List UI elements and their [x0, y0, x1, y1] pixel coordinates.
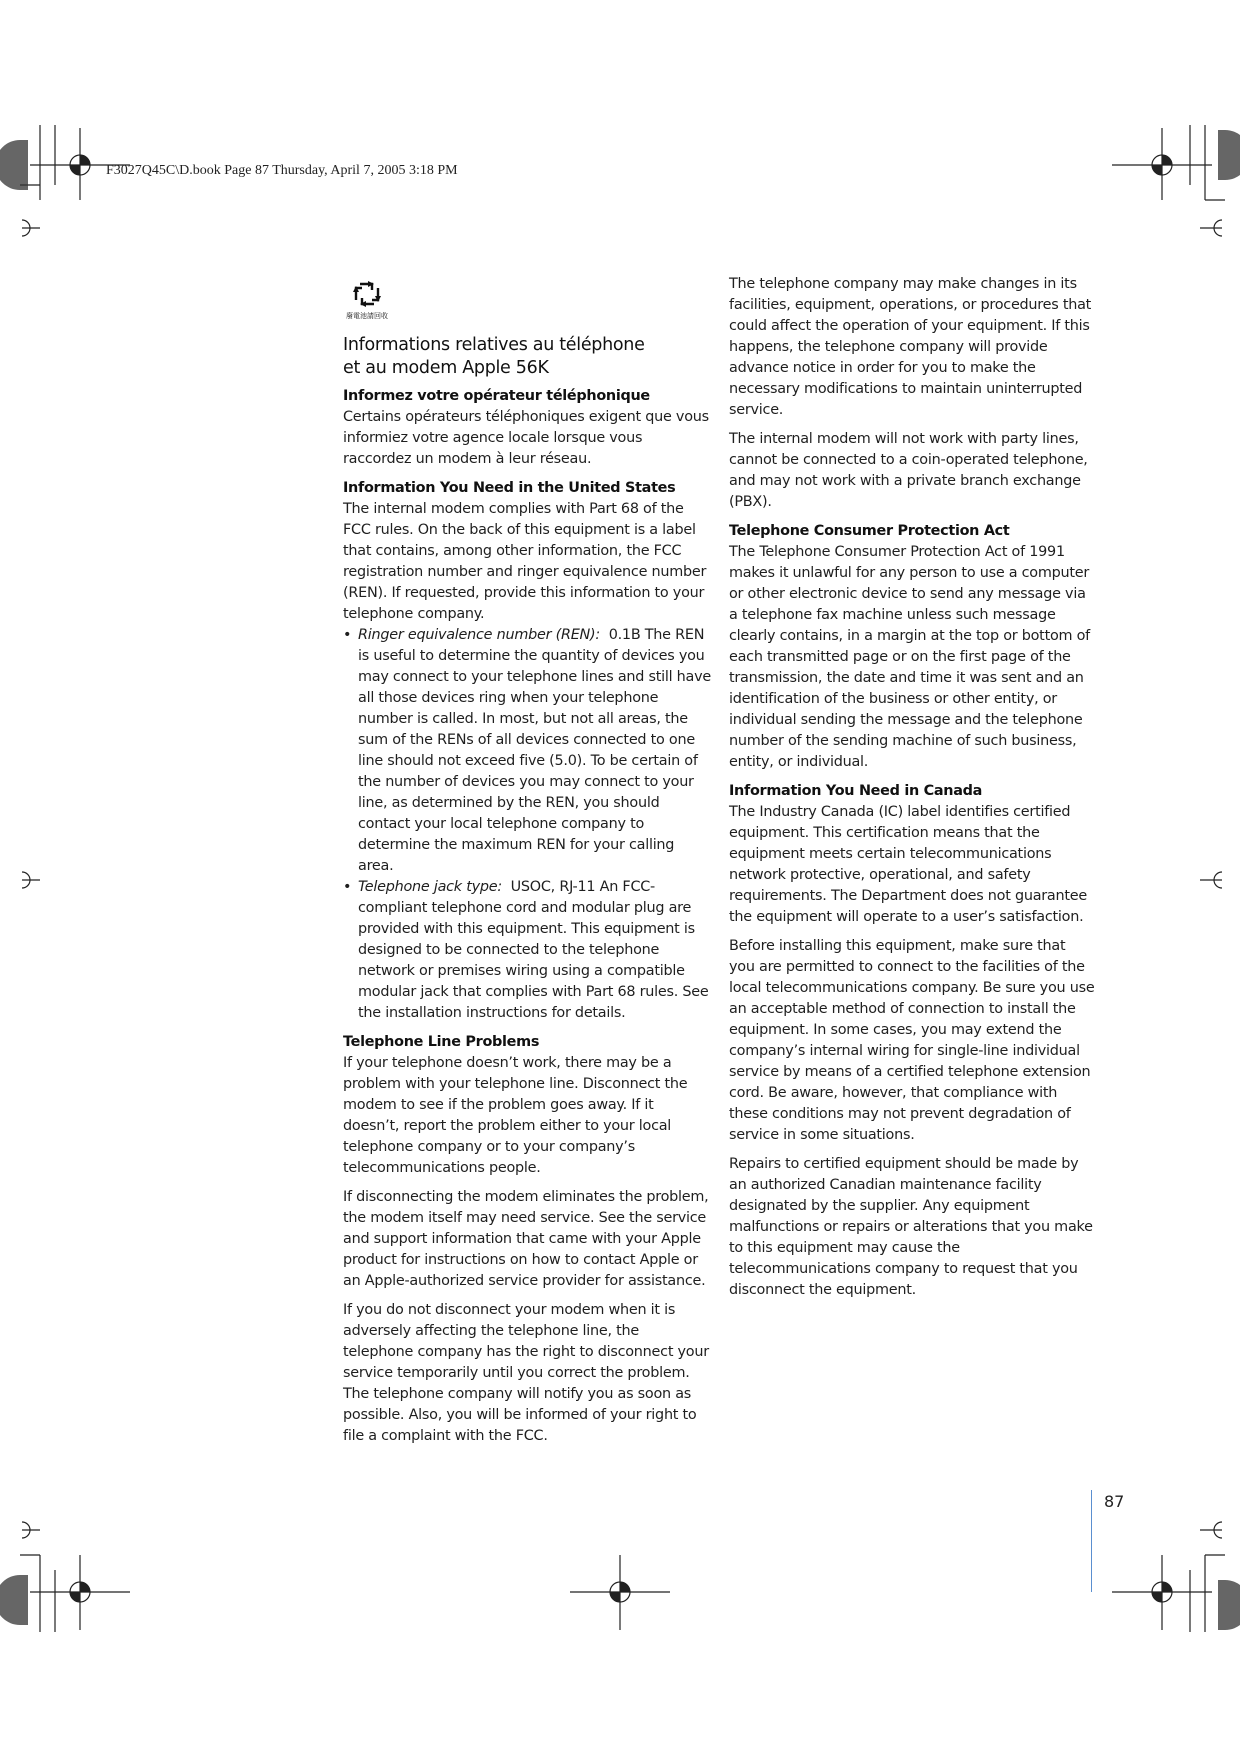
- paragraph-line-problems-3: If you do not disconnect your modem when it is adversely affecting the telephone line, the telephone company has the right to disconnect your service temporarily until you correct the problem. The telephone company will notify you as soon as possible. Also, you will be informed of your right to file a complaint with the FCC.: [343, 1302, 709, 1444]
- paragraph-canada-1: The Industry Canada (IC) label identifies certified equipment. This certification means that the equipment meets certain telecommunications network protective, operational, and safety requirements. The Department does not guarantee the equipment will operate to a user’s satisfaction.: [729, 804, 1087, 925]
- heading-line-problems: Telephone Line Problems: [343, 1034, 540, 1050]
- heading-us-information: Information You Need in the United States: [343, 480, 676, 496]
- bullet-icon: •: [343, 627, 352, 643]
- section-title: [343, 334, 711, 380]
- paragraph-line-problems-2: If disconnecting the modem eliminates the problem, the modem itself may need service. See the service and support information that came with your Apple product for instructions on how to contact Apple or an Apple-authorized service provider for assistance.: [343, 1189, 709, 1289]
- bullet-label: Ringer equivalence number (REN):: [358, 627, 601, 643]
- side-mark-right-bottom: [1200, 1522, 1222, 1538]
- paragraph-canada-3: Repairs to certified equipment should be made by an authorized Canadian maintenance facility designated by the supplier. Any equipment malfunctions or repairs or alterations that you make to this equipment may cause the telecommunications company to request that you disconnect the equipment.: [729, 1156, 1093, 1298]
- us-info-bullets: [343, 625, 711, 1024]
- paragraph-canada-2: Before installing this equipment, make sure that you are permitted to connect to the facilities of the local telecommunications company. Be sure you use an acceptable method of connection to install the equipment. In some cases, you may extend the company’s internal wiring for single-line individual service by means of a certified telephone extension cord. Be aware, however, that compliance with these conditions may not prevent degradation of service in some situations.: [729, 938, 1095, 1143]
- heading-canada: Information You Need in Canada: [729, 783, 983, 799]
- section-title-line-1: Informations relatives au téléphone: [343, 335, 645, 355]
- page-number-rule: [1091, 1490, 1092, 1592]
- paragraph-telco-changes: The telephone company may make changes in its facilities, equipment, operations, or procedures that could affect the operation of your equipment. If this happens, the telephone company will provide advance notice in order for you to make the necessary modifications to maintain uninterrupted service.: [729, 276, 1092, 418]
- right-column: [729, 274, 1095, 1309]
- print-slug: F3027Q45C\D.book Page 87 Thursday, April 7, 2005 3:18 PM: [106, 163, 458, 178]
- side-mark-right-top: [1200, 220, 1222, 236]
- page-number: 87: [1104, 1492, 1125, 1511]
- bullet-text: USOC, RJ-11 An FCC-compliant telephone cord and modular plug are provided with this equipment. This equipment is designed to be connected to the telephone network or premises wiring using a compatible modular jack that complies with Part 68 rules. See the installation instructions for details.: [358, 879, 709, 1021]
- paragraph-line-problems-1: If your telephone doesn’t work, there may be a problem with your telephone line. Disconnect the modem to see if the problem goes away. If it doesn’t, report the problem either to your local telephone company or to your company’s telecommunications people.: [343, 1055, 688, 1176]
- side-mark-left-mid: [22, 872, 40, 888]
- paragraph-tcpa: The Telephone Consumer Protection Act of 1991 makes it unlawful for any person to use a computer or other electronic device to send any message via a telephone fax machine unless such message clearly contains, in a margin at the top or bottom of each transmitted page or on the first page of the transmission, the date and time it was sent and an identification of the business or other entity, or individual sending the message and the telephone number of the sending machine of such business, entity, or individual.: [729, 544, 1090, 770]
- paragraph-inform-operator: Certains opérateurs téléphoniques exigent que vous informiez votre agence locale lorsque vous raccordez un modem à leur réseau.: [343, 409, 709, 467]
- paragraph-us-information: The internal modem complies with Part 68 of the FCC rules. On the back of this equipment is a label that contains, among other information, the FCC registration number and ringer equivalence number (REN). If requested, provide this information to your telephone company.: [343, 501, 707, 622]
- bullet-icon: •: [343, 879, 352, 895]
- recycling-icon: [344, 280, 396, 320]
- list-item: [343, 877, 711, 1024]
- side-mark-left-top: [22, 220, 40, 236]
- heading-tcpa: Telephone Consumer Protection Act: [729, 523, 1010, 539]
- side-mark-left-bottom: [22, 1522, 40, 1538]
- side-mark-right-mid: [1200, 872, 1222, 888]
- bullet-label: Telephone jack type:: [358, 879, 502, 895]
- heading-inform-operator: Informez votre opérateur téléphonique: [343, 388, 650, 404]
- bullet-text: 0.1B The REN is useful to determine the quantity of devices you may connect to your telephone lines and still have all those devices ring when your telephone number is called. In most, but not all areas, the sum of the RENs of all devices connected to one line should not exceed five (5.0). To be certain of the number of devices you may connect to your line, as determined by the REN, you should contact your local telephone company to determine the maximum REN for your calling area.: [358, 627, 711, 874]
- section-title-line-2: et au modem Apple 56K: [343, 358, 549, 378]
- list-item: [343, 625, 711, 877]
- battery-recycling-logo: [344, 280, 396, 320]
- left-column: [343, 334, 711, 1455]
- paragraph-party-lines: The internal modem will not work with party lines, cannot be connected to a coin-operated telephone, and may not work with a private branch exchange (PBX).: [729, 431, 1088, 510]
- logo-caption: 廢電池請回收: [346, 312, 388, 320]
